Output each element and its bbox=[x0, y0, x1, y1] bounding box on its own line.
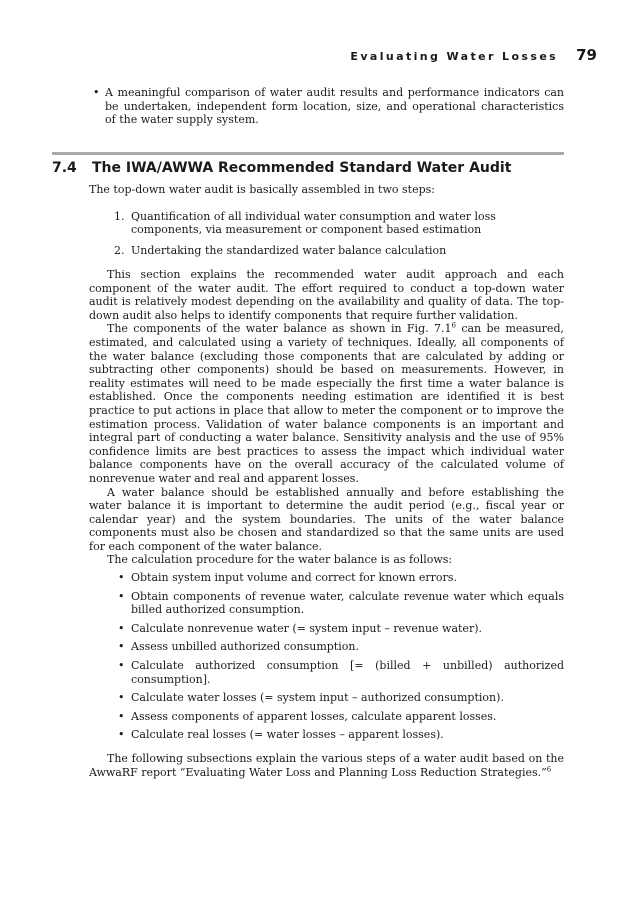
list-item bbox=[89, 244, 564, 258]
citation-superscript: 6 bbox=[546, 764, 552, 773]
citation-superscript: 6 bbox=[451, 321, 456, 330]
list-item: • Obtain components of revenue water, calculate revenue water which equals billed authorized consumption. bbox=[89, 590, 564, 617]
list-item: • A meaningful comparison of water audit results and performance indicators can be undertaken, independent form location, size, and operational characteristics of the water supply system. bbox=[89, 86, 564, 127]
page-number: 79 bbox=[576, 46, 597, 64]
intro-text: The top-down water audit is basically assembled in two steps: bbox=[89, 183, 435, 196]
list-item: • Calculate authorized consumption [= (billed + unbilled) authorized consumption]. bbox=[89, 659, 564, 686]
paragraph-text: The components of the water balance as shown in Fig. 7.1 bbox=[107, 322, 452, 336]
section-heading bbox=[52, 160, 511, 176]
paragraph bbox=[89, 322, 564, 485]
list-item: • Assess unbilled authorized consumption. bbox=[89, 640, 564, 654]
paragraph bbox=[89, 752, 564, 779]
step-text: Quantification of all individual water consumption and water loss components, via measurement or component based estimation bbox=[131, 209, 496, 237]
list-item: • Obtain system input volume and correct for known errors. bbox=[89, 571, 564, 585]
paragraph: The calculation procedure for the water balance is as follows: bbox=[107, 553, 453, 567]
intro-block bbox=[89, 183, 564, 264]
top-bullet-list bbox=[89, 86, 564, 127]
section-number: 7.4 bbox=[52, 160, 77, 176]
running-head-title: Evaluating Water Losses bbox=[350, 50, 559, 63]
paragraph: This section explains the recommended water audit approach and each component of the water audit. The effort required to conduct a top-down water audit is relatively modest depending on the availability and quality of data. The top-down audit also helps to identify components that require further validation. bbox=[89, 268, 564, 322]
body-text bbox=[89, 268, 564, 779]
list-item: • Calculate nonrevenue water (= system input – revenue water). bbox=[89, 622, 564, 636]
step-number: 2. bbox=[114, 243, 125, 257]
list-item: • Calculate real losses (= water losses – apparent losses). bbox=[89, 728, 564, 742]
list-item: • Assess components of apparent losses, calculate apparent losses. bbox=[89, 710, 564, 724]
step-number: 1. bbox=[114, 209, 125, 223]
paragraph-text: can be measured, estimated, and calculated using a variety of techniques. Ideally, all components of the water balance (excluding those components that are calculated by adding or subtracting other components) should be based on measurements. However, in reality estimates will need to be made especially the first time a water balance is established. Once the components needing estimation are identified it is best practice to put actions in place that allow to meter the component or to improve the estimation process. Validation of water balance components is an important and integral part of conducting a water balance. Sensitivity analysis and the use of 95% confidence limits are best practices to assess the impact which individual water balance components have on the overall accuracy of the calculated volume of nonrevenue water and real and apparent losses. bbox=[89, 322, 564, 485]
calculation-procedure-list bbox=[89, 571, 564, 742]
paragraph: A water balance should be established annually and before establishing the water balance it is important to determine the audit period (e.g., fiscal year or calendar year) and the system boundaries. The units of the water balance components must also be chosen and standardized so that the same units are used for each component of the water balance. bbox=[89, 485, 564, 553]
steps-list bbox=[89, 210, 564, 258]
paragraph-text: The following subsections explain the various steps of a water audit based on the AwwaRF report “Evaluating Water Loss and Planning Loss Reduction Strategies.” bbox=[89, 752, 564, 779]
section-divider bbox=[52, 152, 564, 155]
step-text: Undertaking the standardized water balance calculation bbox=[131, 243, 447, 257]
running-head bbox=[350, 46, 597, 64]
list-item: • Calculate water losses (= system input – authorized consumption). bbox=[89, 691, 564, 705]
list-item bbox=[89, 210, 564, 237]
section-title: The IWA/AWWA Recommended Standard Water Audit bbox=[92, 160, 512, 176]
